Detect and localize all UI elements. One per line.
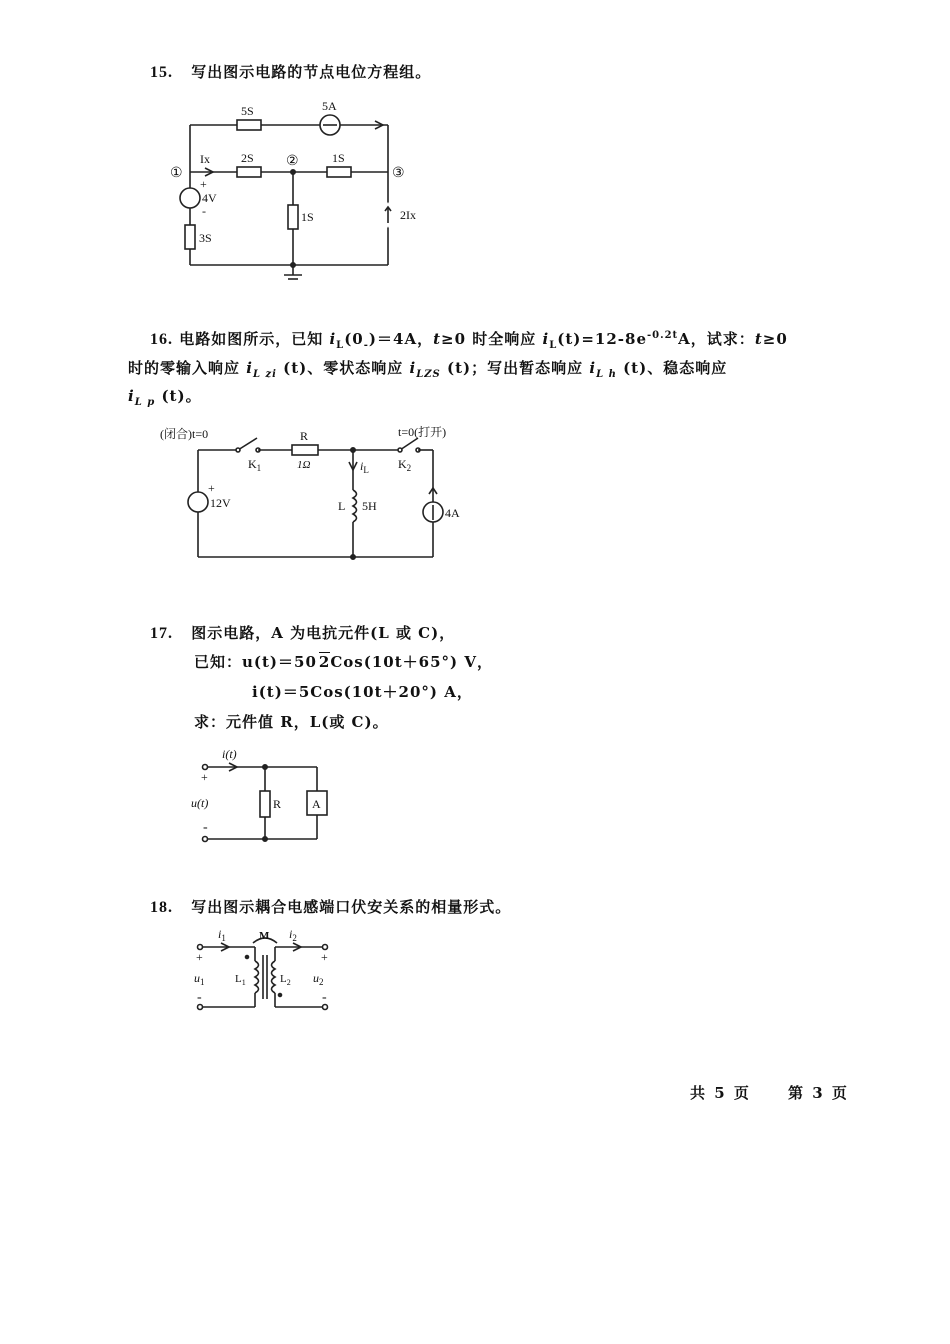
label-5h: 5H (362, 499, 377, 513)
q16-line1: 电路如图所示，已知 $i_L(0_-)=4A$，t≥0 时全响应 $i_L(t)=12-8e^{-0.2t}A$，试求：t≥0 (179, 330, 788, 351)
label-minus-u2: - (322, 990, 327, 1005)
label-k2: $K_2$ (398, 457, 412, 473)
label-il: $i_L$ (360, 459, 369, 475)
label-it: i(t) (222, 747, 237, 761)
question-number: 17. (150, 625, 173, 642)
label-l1: $L_1$ (235, 973, 246, 987)
label-1s-vertical: 1S (301, 210, 314, 224)
label-plus-u1: + (196, 950, 203, 964)
label-l2: $L_2$ (280, 973, 291, 987)
question-18 (150, 896, 511, 917)
label-node2: ② (286, 154, 299, 169)
label-1s-horizontal: 1S (332, 151, 345, 165)
label-5s-top: 5S (241, 104, 254, 118)
label-plus-4v: + (200, 177, 207, 191)
label-m: M (259, 930, 270, 942)
label-ix: Ix (200, 152, 210, 166)
label-2s: 2S (241, 151, 254, 165)
question-number: 18. (150, 899, 173, 916)
label-r: R (273, 797, 282, 811)
q16-line2: 时的零输入响应 $i_{L zi}$ (t)、零状态响应 $i_{LZS}$ (t)；写出暂态响应 $i_{L h}$ (t)、稳态响应 (128, 359, 728, 380)
label-i1: $i_1$ (218, 927, 226, 943)
label-switch2-time: t=0(打开) (398, 425, 447, 439)
footer-page-number: 第 3 页 (788, 1084, 849, 1102)
q17-line3: i(t)＝5Cos(10t＋20°) A， (252, 683, 473, 701)
label-u1: $u_1$ (194, 971, 205, 987)
q17-line2: 已知：u(t)＝50 2Cos(10t＋65°) V， (194, 653, 493, 671)
label-i2: $i_2$ (289, 927, 297, 943)
label-node3: ③ (392, 166, 405, 181)
footer-total-pages: 共 5 页 (690, 1084, 751, 1102)
label-12v: 12V (210, 496, 231, 510)
label-node1: ① (170, 166, 183, 181)
label-minus-u: - (203, 820, 208, 835)
label-4v: 4V (202, 191, 217, 205)
label-3s: 3S (199, 231, 212, 245)
question-text: 写出图示电路的节点电位方程组。 (191, 63, 432, 81)
circuit-q18 (185, 925, 345, 1015)
question-16 (150, 328, 788, 351)
question-17 (150, 622, 455, 643)
label-plus-u2: + (321, 950, 328, 964)
label-plus-12v: + (208, 481, 215, 495)
label-l: L (338, 499, 346, 513)
circuit-q16 (160, 420, 480, 565)
question-number: 16. (150, 331, 173, 348)
label-r: R (300, 429, 309, 443)
label-2ix: 2Ix (400, 208, 416, 222)
question-text: 写出图示耦合电感端口伏安关系的相量形式。 (191, 898, 512, 916)
q17-line4: 求：元件值 R，L(或 C)。 (194, 713, 389, 731)
label-u2: $u_2$ (313, 971, 324, 987)
circuit-q17 (185, 745, 345, 850)
label-5a: 5A (322, 99, 337, 113)
q16-line3: $i_{L p}$ (t)。 (128, 387, 202, 408)
q17-line1: 图示电路，A 为电抗元件(L 或 C)， (191, 624, 456, 642)
label-r-value: 1Ω (297, 459, 311, 471)
question-number: 15. (150, 64, 173, 81)
label-a: A (312, 797, 321, 811)
label-ut: u(t) (191, 796, 209, 810)
label-plus-u: + (201, 770, 208, 784)
label-minus-4v: - (202, 204, 206, 218)
circuit-q15 (160, 95, 430, 290)
label-minus-u1: - (197, 990, 202, 1005)
question-15 (150, 61, 431, 82)
label-switch1-time: (闭合)t=0 (160, 427, 209, 441)
label-4a: 4A (445, 506, 460, 520)
label-k1: $K_1$ (248, 457, 262, 473)
